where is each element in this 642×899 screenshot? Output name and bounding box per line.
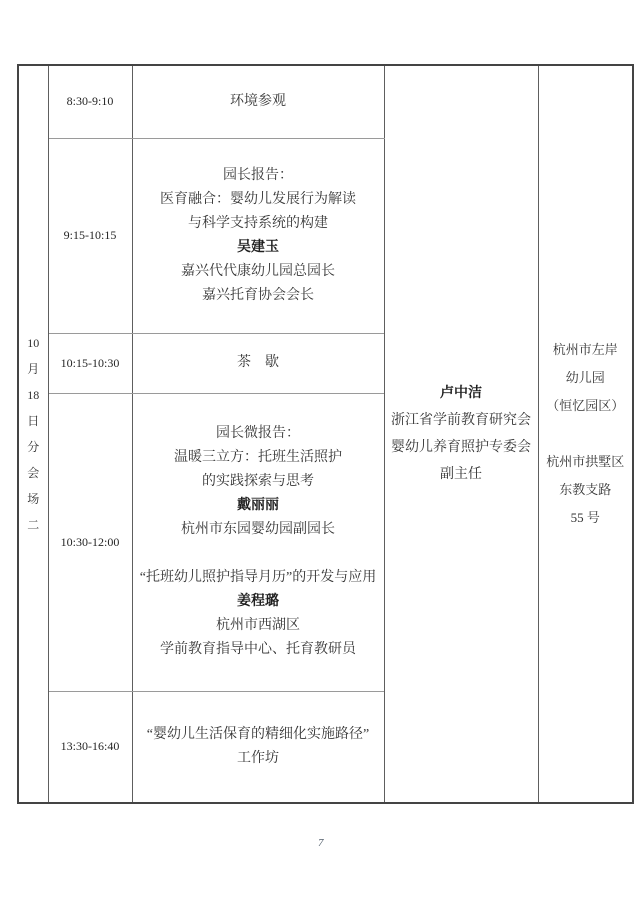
text-line: 园长微报告： <box>216 426 300 441</box>
text-line: 杭州市左岸 <box>552 342 618 357</box>
venue-char: 日 <box>27 414 40 428</box>
text-line: 医育融合：婴幼儿发展行为解读 <box>160 191 356 207</box>
session-lines <box>133 90 384 114</box>
text-line: 嘉兴代代康幼儿园总园长 <box>181 263 335 279</box>
text-line: 与科学支持系统的构建 <box>188 215 328 231</box>
session-cell-3 <box>132 333 384 393</box>
time-cell-1: 8:30-9:10 <box>48 65 132 138</box>
text-line: 东教支路 <box>559 482 612 497</box>
text-line: 副主任 <box>440 467 482 482</box>
time-cell-5: 13:30-16:40 <box>48 691 132 803</box>
venue-char: 二 <box>27 518 40 532</box>
venue-cell <box>18 65 48 803</box>
text-line: 工作坊 <box>237 750 279 766</box>
text-line: （恒忆园区） <box>546 398 625 413</box>
text-line: 茶 歇 <box>237 355 279 370</box>
session-cell-2 <box>132 138 384 333</box>
moderator-lines <box>385 380 538 488</box>
session-cell-4 <box>132 393 384 691</box>
text-line: 戴丽丽 <box>237 498 279 513</box>
text-line: “婴幼儿生活保育的精细化实施路径” <box>146 726 370 742</box>
text-line: 杭州市西湖区 <box>216 618 300 633</box>
text-line: 的实践探索与思考 <box>202 474 314 489</box>
session-cell-5 <box>132 691 384 803</box>
page-number: 7 <box>318 837 324 849</box>
text-line: 温暖三立方：托班生活照护 <box>174 450 342 465</box>
session-lines <box>133 723 384 771</box>
location-lines <box>539 336 633 532</box>
text-line: 嘉兴托育协会会长 <box>202 287 314 303</box>
text-line: 杭州市东园婴幼园副园长 <box>181 522 335 537</box>
time-cell-2: 9:15-10:15 <box>48 138 132 333</box>
text-line: 卢中洁 <box>440 386 482 401</box>
schedule-table <box>17 64 634 804</box>
text-line: 学前教育指导中心、托育教研员 <box>160 642 356 657</box>
venue-vertical-label <box>19 330 48 538</box>
text-line: 幼儿园 <box>565 370 605 385</box>
venue-char: 分 <box>27 440 40 454</box>
venue-char: 会 <box>27 466 40 480</box>
venue-char: 18 <box>27 388 40 402</box>
text-line: 杭州市拱墅区 <box>546 454 625 469</box>
location-cell <box>538 65 633 803</box>
venue-char: 场 <box>27 492 40 506</box>
text-line: 浙江省学前教育研究会 <box>391 413 531 428</box>
text-line: 55 号 <box>570 510 600 525</box>
session-lines <box>133 164 384 308</box>
time-cell-3: 10:15-10:30 <box>48 333 132 393</box>
table-row <box>18 65 633 138</box>
venue-char: 月 <box>27 362 40 376</box>
text-line: 园长报告： <box>223 167 293 183</box>
moderator-cell <box>384 65 538 803</box>
time-cell-4: 10:30-12:00 <box>48 393 132 691</box>
text-line: “托班幼儿照护指导月历”的开发与应用 <box>139 570 377 585</box>
text-line: 婴幼儿养育照护专委会 <box>391 440 531 455</box>
text-line: 姜程璐 <box>237 594 279 609</box>
session-lines <box>133 351 384 375</box>
text-line: 环境参观 <box>230 93 286 109</box>
session-cell-1 <box>132 65 384 138</box>
session-lines <box>133 422 384 662</box>
text-line: 吴建玉 <box>237 239 279 255</box>
venue-char: 10 <box>27 336 40 350</box>
